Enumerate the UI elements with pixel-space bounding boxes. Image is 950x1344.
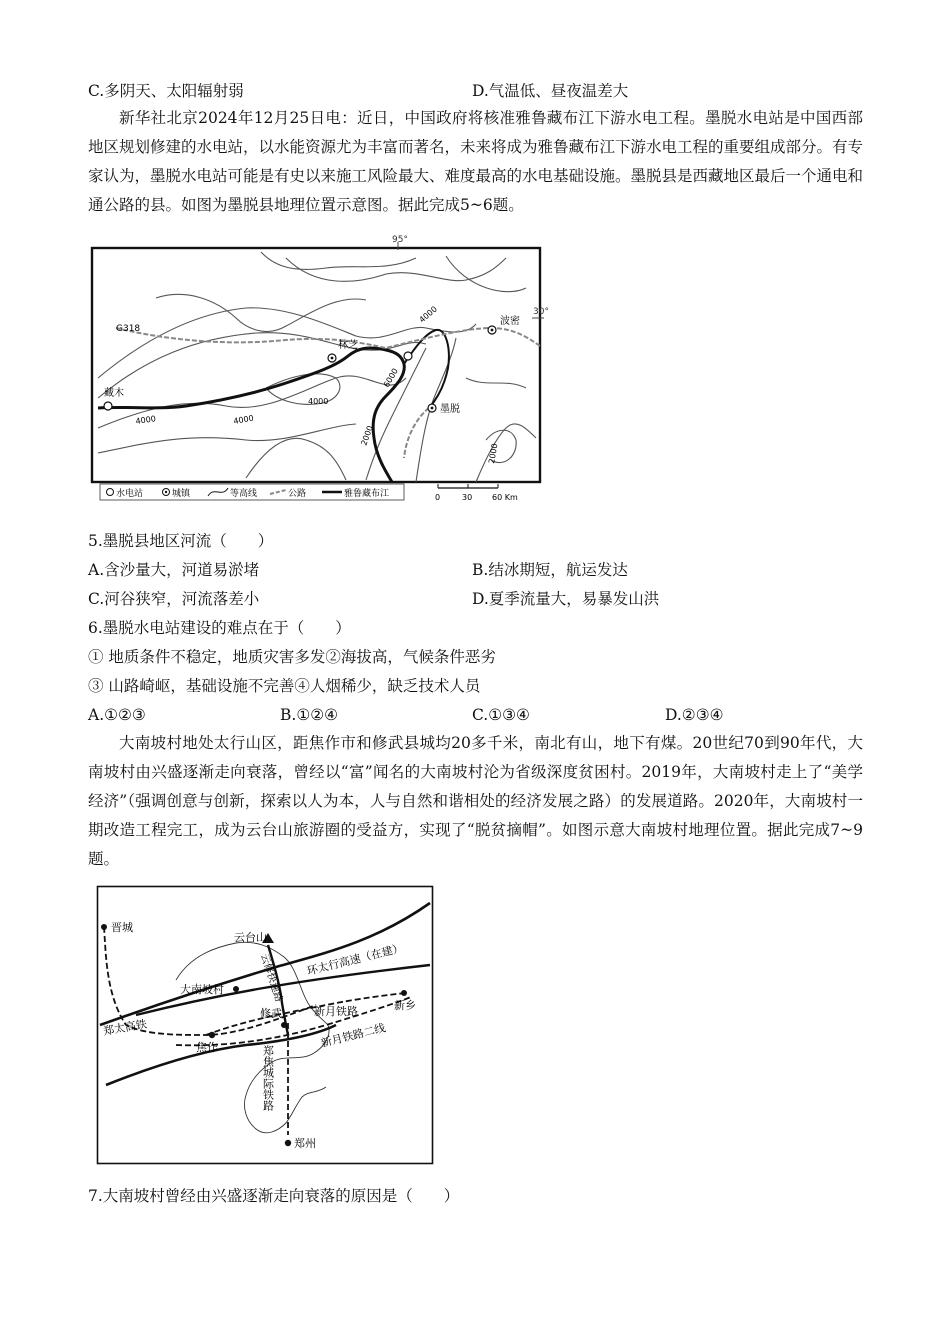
q5-option-b: B.结冰期短，航运发达 — [472, 561, 628, 579]
contour-label: 2000 — [487, 442, 500, 465]
contour-label: 4000 — [232, 413, 255, 426]
hydro-zangmu-label: 藏木 — [104, 388, 124, 399]
town-motuo-label: 墨脱 — [440, 404, 460, 415]
svg-text:60 Km: 60 Km — [492, 493, 518, 502]
q5-option-d: D.夏季流量大，易暴发山洪 — [472, 590, 660, 608]
q5-option-c: C.河谷狭窄，河流落差小 — [88, 590, 260, 608]
contour-label: 2000 — [359, 424, 375, 447]
city-xinxiang-icon — [401, 990, 407, 996]
map-dananpo — [96, 885, 434, 1165]
zhengzhou-label: 郑州 — [294, 1137, 316, 1150]
svg-text:0: 0 — [435, 493, 441, 502]
road-g318-label: G318 — [116, 324, 141, 334]
q6-option-b: B.①②④ — [280, 706, 339, 724]
legend-contour: 等高线 — [230, 489, 258, 499]
contour-label: 6000 — [381, 366, 400, 389]
xinxiang-label: 新乡 — [394, 999, 416, 1012]
town-linzhi-label: 林芝 — [338, 340, 358, 351]
contour-label: 4000 — [135, 414, 157, 426]
dananpo-label: 大南坡村 — [180, 983, 224, 996]
contour-label: 4000 — [308, 397, 329, 406]
city-zhengzhou-icon — [285, 1140, 291, 1146]
q6-statement-1: ① 地质条件不稳定，地质灾害多发②海拔高，气候条件恶劣 — [88, 648, 496, 666]
q6-option-c: C.①③④ — [472, 706, 530, 724]
hydro-zangmu-icon — [104, 402, 112, 410]
huantaihang-label: 环太行高速（在建） — [305, 941, 405, 978]
village-dananpo-icon — [233, 986, 239, 992]
legend-hydro: 水电站 — [116, 489, 144, 499]
town-bomi-label: 波密 — [500, 316, 520, 327]
map-motuo — [86, 228, 552, 506]
xinyue2-label: 新月铁路二线 — [319, 1021, 387, 1050]
q6-statement-2: ③ 山路崎岖，基础设施不完善④人烟稀少，缺乏技术人员 — [88, 677, 481, 695]
passage-dananpo: 大南坡村地处太行山区，距焦作市和修武县城均20多千米，南北有山，地下有煤。20世纪70到90年代，大南坡村由兴盛逐渐走向衰落，曾经以“富”闻名的大南坡村沦为省级深度贫困村。2019年，大南坡村走上了“美学经济”（强调创意与创新，探索以人为本，人与自然和谐相处的经济发展之路）的发展道路。2020年，大南坡村一期改造工程完工，成为云台山旅游圈的受益方，实现了“脱贫摘帽”。如图示意大南坡村地理位置。据此完成7~9题。 — [88, 734, 863, 868]
svg-text:30: 30 — [462, 493, 473, 502]
q4-option-d: D.气温低、昼夜温差大 — [472, 82, 629, 100]
yuntaishan-label: 云台山 — [234, 931, 267, 944]
hydro-station-icon — [404, 352, 412, 360]
jiaozuo-label: 焦作 — [196, 1041, 218, 1054]
contour-label: 4000 — [417, 304, 439, 325]
legend-river: 雅鲁藏布江 — [344, 489, 390, 499]
city-jincheng-label: 晋城 — [111, 921, 133, 934]
q5-option-a: A.含沙量大，河道易淤堵 — [88, 561, 260, 579]
zhengjiao-label: 郑焦城际铁路 — [261, 1045, 275, 1111]
q5-stem: 5.墨脱县地区河流（ ） — [88, 532, 274, 550]
yunxiu-label: 云修快速路 — [258, 952, 285, 1004]
legend-road: 公路 — [288, 489, 307, 499]
q4-option-c: C.多阴天、太阳辐射弱 — [88, 82, 244, 100]
passage-motuo: 新华社北京2024年12月25日电：近日，中国政府将核准雅鲁藏布江下游水电工程。墨脱水电站是中国西部地区规划修建的水电站，以水能资源尤为丰富而著名，未来将成为雅鲁藏布江下游水电工程的重要组成部分。有专家认为，墨脱水电站可能是有史以来施工风险最大、难度最高的水电基础设施。墨脱县是西藏地区最后一个通电和通公路的县。如图为墨脱县地理位置示意图。据此完成5~6题。 — [88, 109, 864, 214]
q7-stem: 7.大南坡村曾经由兴盛逐渐走向衰落的原因是（ ） — [88, 1187, 460, 1205]
town-xiuwu-icon — [281, 1022, 287, 1028]
xinyue-label: 新月铁路 — [314, 1005, 358, 1018]
city-jincheng-icon — [101, 924, 107, 930]
zhengtai-label: 郑太高铁 — [102, 1017, 148, 1038]
q6-option-d: D.②③④ — [665, 706, 724, 724]
latitude-label: 30° — [533, 307, 549, 317]
xiuwu-label: 修武 — [260, 1007, 282, 1020]
city-jiaozuo-icon — [209, 1032, 215, 1038]
legend-town: 城镇 — [172, 489, 191, 499]
q6-option-a: A.①②③ — [88, 706, 146, 724]
longitude-label: 95° — [392, 235, 408, 245]
scale-bar — [435, 484, 518, 502]
q6-stem: 6.墨脱水电站建设的难点在于（ ） — [88, 619, 351, 637]
